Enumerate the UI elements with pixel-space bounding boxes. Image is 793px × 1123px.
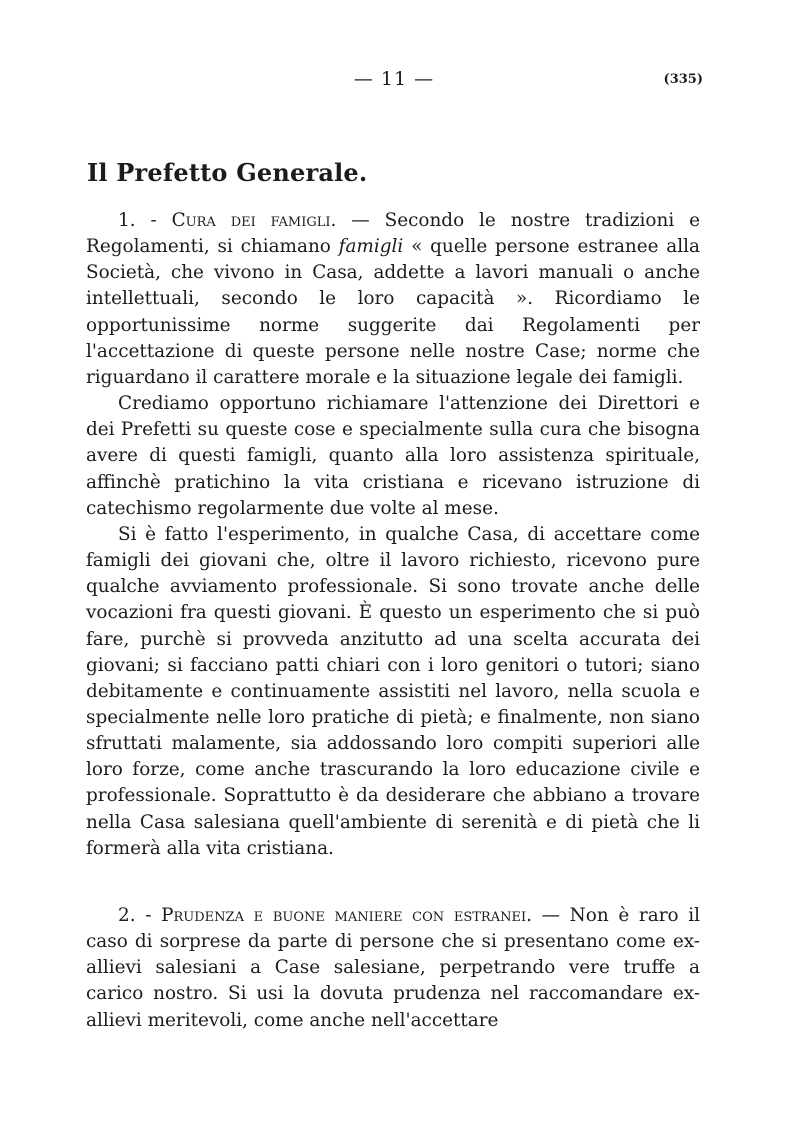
running-header (85, 68, 703, 92)
section-1-lead-text: — Secondo le nostre tradizioni e Regolamenti, si chiamano (86, 210, 701, 258)
section-2-number: 2. - (118, 905, 152, 926)
section-1-paragraph-3: Si è fatto l'esperimento, in qualche Casa, di accettare come famigli dei giovani che, oltre il lavoro richiesto, ricevono pure qualche avviamento professionale. Si sono trovate anche delle vocazioni fra questi giovani. È questo un esperimento che si può fare, purchè si provveda anzitutto ad una scelta accurata dei giovani; si facciano patti chiari con i loro genitori o tutori; siano debitamente e continuamente assistiti nel lavoro, nella scuola e specialmente nelle loro pratiche di pietà; e finalmente, non siano sfruttati malamente, sia addossando loro compiti superiori alle loro forze, come anche trascurando la loro educazione civile e professionale. Soprattutto è da desiderare che abbiano a trovare nella Casa salesiana quell'ambiente di serenità e di pietà che li formerà alla vita cristiana. (86, 523, 700, 859)
section-title: Il Prefetto Generale. (87, 158, 368, 187)
section-1 (86, 208, 700, 862)
section-1-heading: Cura dei famigli. (171, 210, 337, 231)
section-2-heading: Prudenza e buone maniere con estranei. (161, 905, 532, 926)
section-2-lead-text: — Non è raro il caso di sorprese da parte di persone che si presentano come ex-allievi salesiani a Case salesiane, perpetrando vere truffe a carico nostro. Si usi la dovuta prudenza nel raccomandare ex-allievi meritevoli, come anche nell'accettare (86, 905, 700, 1031)
page-number: — 11 — (353, 68, 435, 90)
section-1-term: famigli (338, 236, 404, 258)
section-2 (86, 903, 700, 1034)
page-reference: (335) (663, 72, 703, 87)
section-1-paragraph-2: Crediamo opportuno richiamare l'attenzione dei Direttori e dei Prefetti su queste cose e specialmente sulla cura che bisogna avere di questi famigli, quanto alla loro assistenza spirituale, affinchè pratichino la vita cristiana e ricevano istruzione di catechismo regolarmente due volte al mese. (86, 393, 700, 519)
section-1-number: 1. - (118, 210, 157, 231)
section-1-opening-paragraph (86, 208, 700, 391)
section-2-opening-paragraph (86, 903, 700, 1034)
section-1-rest-text: « quelle persone estranee alla Società, che vivono in Casa, addette a lavori manuali o anche intellettuali, secondo le loro capacità ». Ricordiamo le opportunissime norme suggerite dai Regolamenti per l'accettazione di queste persone nelle nostre Case; norme che riguardano il carattere morale e la situazione legale dei famigli. (86, 236, 701, 388)
